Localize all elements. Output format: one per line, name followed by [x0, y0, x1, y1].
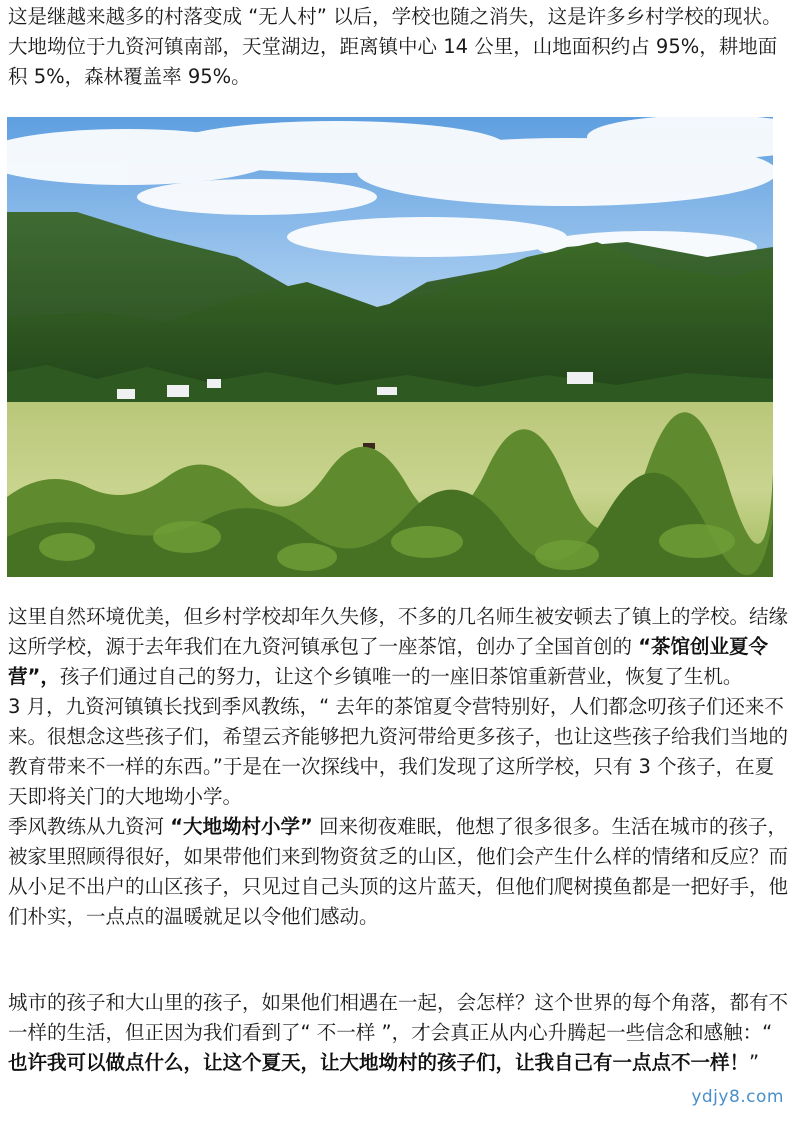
body-text-d: 季风教练从九资河: [8, 815, 171, 838]
landscape-photo: [7, 117, 773, 577]
body-paragraph: [8, 602, 792, 932]
camp-name-emphasis: “茶馆创业夏令营”，: [8, 635, 769, 688]
closing-text-b: ”: [749, 1051, 760, 1074]
school-name-emphasis: “大地坳村小学”: [170, 815, 313, 838]
site-watermark: ydjy8.com: [691, 1087, 784, 1107]
body-text-a: 这里自然环境优美，但乡村学校却年久失修，不多的几名师生被安顿去了镇上的学校。结缘这所学校，源于去年我们在九资河镇承包了一座茶馆，创办了全国首创的: [8, 605, 789, 658]
closing-text-a: 城市的孩子和大山里的孩子，如果他们相遇在一起，会怎样？这个世界的每个角落，都有不一样的生活，但正因为我们看到了“ 不一样 ”，才会真正从内心升腾起一些信念和感触：“: [8, 991, 789, 1044]
intro-paragraph: [8, 2, 792, 92]
intro-text: 这是继越来越多的村落变成 “无人村” 以后，学校也随之消失，这是许多乡村学校的现状。大地坳位于九资河镇南部，天堂湖边，距离镇中心 14 公里，山地面积约占 95%，耕地面积 5%，森林覆盖率 95%。: [8, 5, 782, 88]
body-text-b: 孩子们通过自己的努力，让这个乡镇唯一的一座旧茶馆重新营业，恢复了生机。: [59, 665, 743, 688]
body-text-c: 3 月，九资河镇镇长找到季风教练，“ 去年的茶馆夏令营特别好，人们都念叨孩子们还来不来。很想念这些孩子们，希望云齐能够把九资河带给更多孩子，也让这些孩子给我们当地的教育带来不一样的东西。”于是在一次探线中，我们发现了这所学校，只有 3 个孩子，在夏天即将关门的大地坳小学。: [8, 695, 789, 808]
body-text-e: 回来彻夜难眠，他想了很多很多。生活在城市的孩子，被家里照顾得很好，如果带他们来到物资贫乏的山区，他们会产生什么样的情绪和反应？而从小足不出户的山区孩子，只见过自己头顶的这片蓝天，但他们爬树摸鱼都是一把好手，他们朴实，一点点的温暖就足以令他们感动。: [8, 815, 789, 928]
closing-paragraph: [8, 988, 792, 1078]
closing-quote-emphasis: 也许我可以做点什么，让这个夏天，让大地坳村的孩子们，让我自己有一点点不一样！: [8, 1051, 750, 1074]
